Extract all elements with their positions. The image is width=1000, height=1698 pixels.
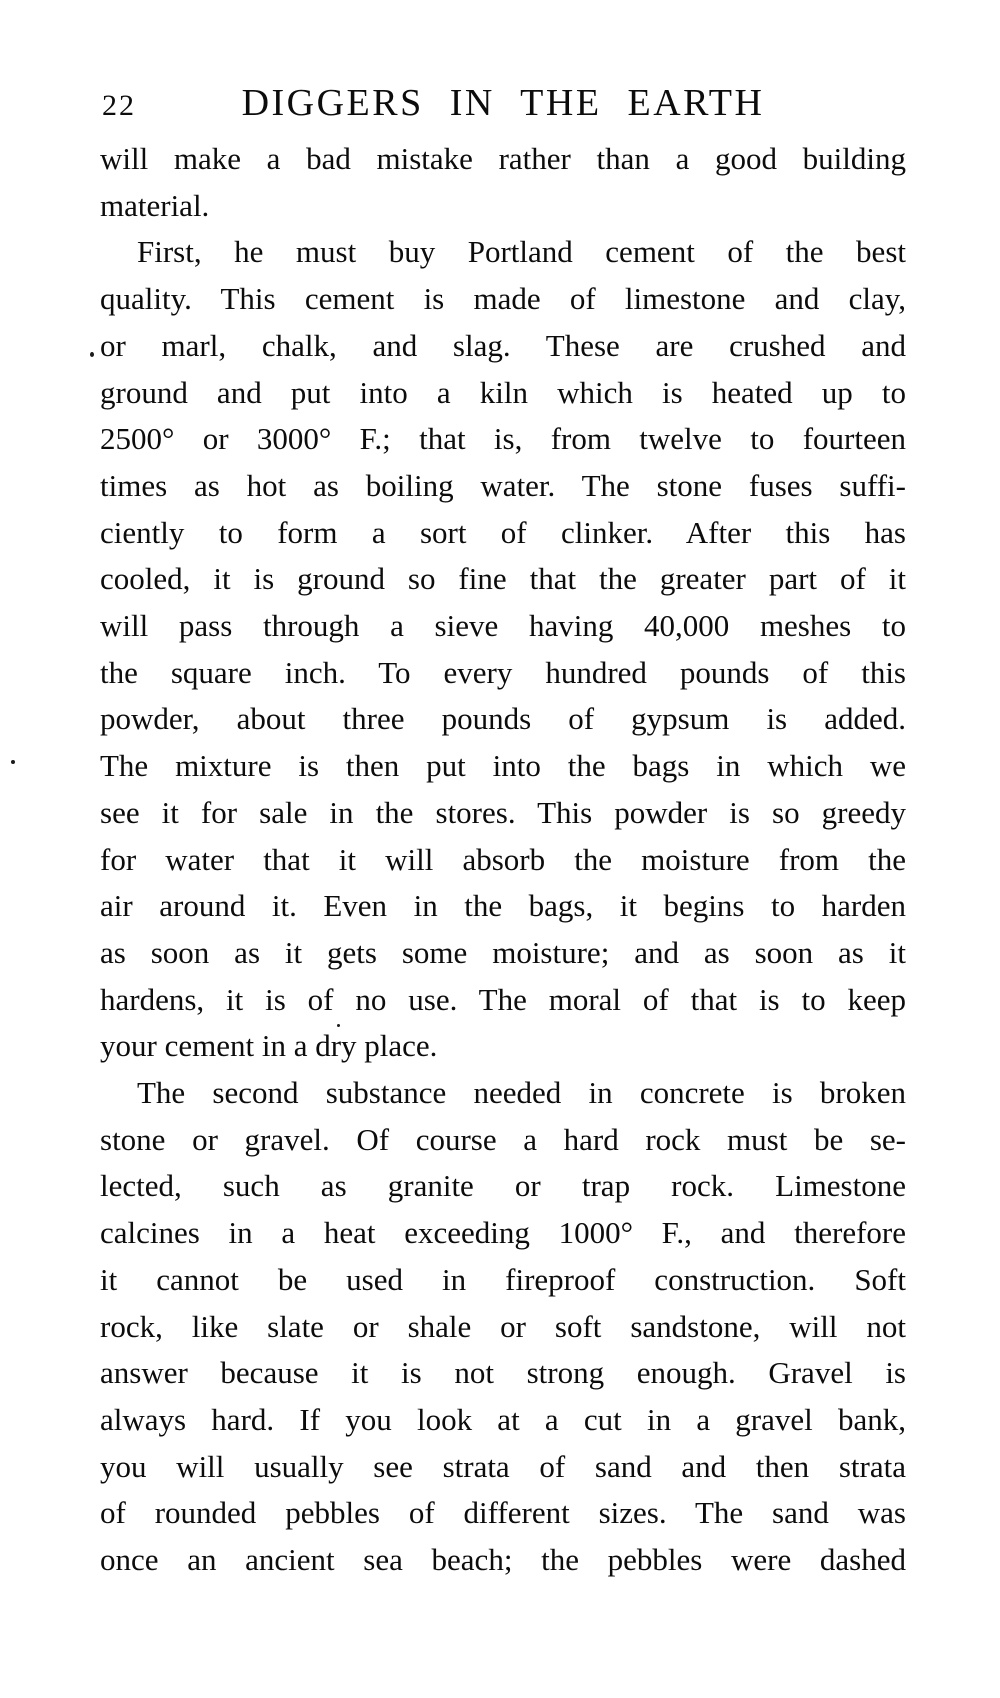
body-text bbox=[100, 136, 906, 1584]
text-line: rock, like slate or shale or soft sandstone, will not bbox=[100, 1308, 906, 1344]
page-number: 22 bbox=[102, 89, 136, 122]
text-line: quality. This cement is made of limestone and clay, bbox=[100, 281, 906, 317]
page-header bbox=[100, 82, 906, 124]
text-line: it cannot be used in fireproof construction. Soft bbox=[100, 1261, 906, 1297]
ink-speck bbox=[11, 760, 15, 764]
text-line: ground and put into a kiln which is heated up to bbox=[100, 374, 906, 410]
text-line: as soon as it gets some moisture; and as soon as it bbox=[100, 934, 906, 970]
text-line: cooled, it is ground so fine that the greater part of it bbox=[100, 561, 906, 597]
text-line: see it for sale in the stores. This powder is so greedy bbox=[100, 794, 906, 830]
text-line: for water that it will absorb the moisture from the bbox=[100, 841, 906, 877]
text-line: once an ancient sea beach; the pebbles were dashed bbox=[100, 1542, 906, 1578]
text-line: the square inch. To every hundred pounds of this bbox=[100, 654, 906, 690]
text-line: stone or gravel. Of course a hard rock must be se- bbox=[100, 1121, 906, 1157]
text-line: First, he must buy Portland cement of the best bbox=[137, 234, 906, 270]
text-line: lected, such as granite or trap rock. Limestone bbox=[100, 1168, 906, 1204]
text-line: you will usually see strata of sand and then strata bbox=[100, 1448, 906, 1484]
text-line: ciently to form a sort of clinker. After this has bbox=[100, 514, 906, 550]
text-line: your cement in a dry place. bbox=[100, 1028, 438, 1064]
text-line: hardens, it is of no use. The moral of that is to keep bbox=[100, 981, 906, 1017]
text-line: answer because it is not strong enough. Gravel is bbox=[100, 1355, 906, 1391]
text-line: will pass through a sieve having 40,000 meshes to bbox=[100, 608, 906, 644]
text-line: or marl, chalk, and slag. These are crushed and bbox=[100, 327, 906, 363]
text-line: of rounded pebbles of different sizes. The sand was bbox=[100, 1495, 906, 1531]
running-title: DIGGERS IN THE EARTH bbox=[241, 82, 765, 124]
text-line: always hard. If you look at a cut in a gravel bank, bbox=[100, 1401, 906, 1437]
text-line: 2500° or 3000° F.; that is, from twelve to fourteen bbox=[100, 421, 906, 457]
text-line: calcines in a heat exceeding 1000° F., and therefore bbox=[100, 1215, 906, 1251]
ink-speck bbox=[90, 352, 94, 357]
text-line: times as hot as boiling water. The stone fuses suffi- bbox=[100, 467, 906, 503]
text-line: material. bbox=[100, 187, 210, 223]
text-line: will make a bad mistake rather than a good building bbox=[100, 141, 906, 176]
ink-speck bbox=[337, 1024, 340, 1027]
text-line: The second substance needed in concrete is broken bbox=[137, 1075, 906, 1111]
text-line: air around it. Even in the bags, it begins to harden bbox=[100, 888, 906, 924]
text-line: The mixture is then put into the bags in which we bbox=[100, 748, 906, 784]
text-line: powder, about three pounds of gypsum is added. bbox=[100, 701, 906, 737]
